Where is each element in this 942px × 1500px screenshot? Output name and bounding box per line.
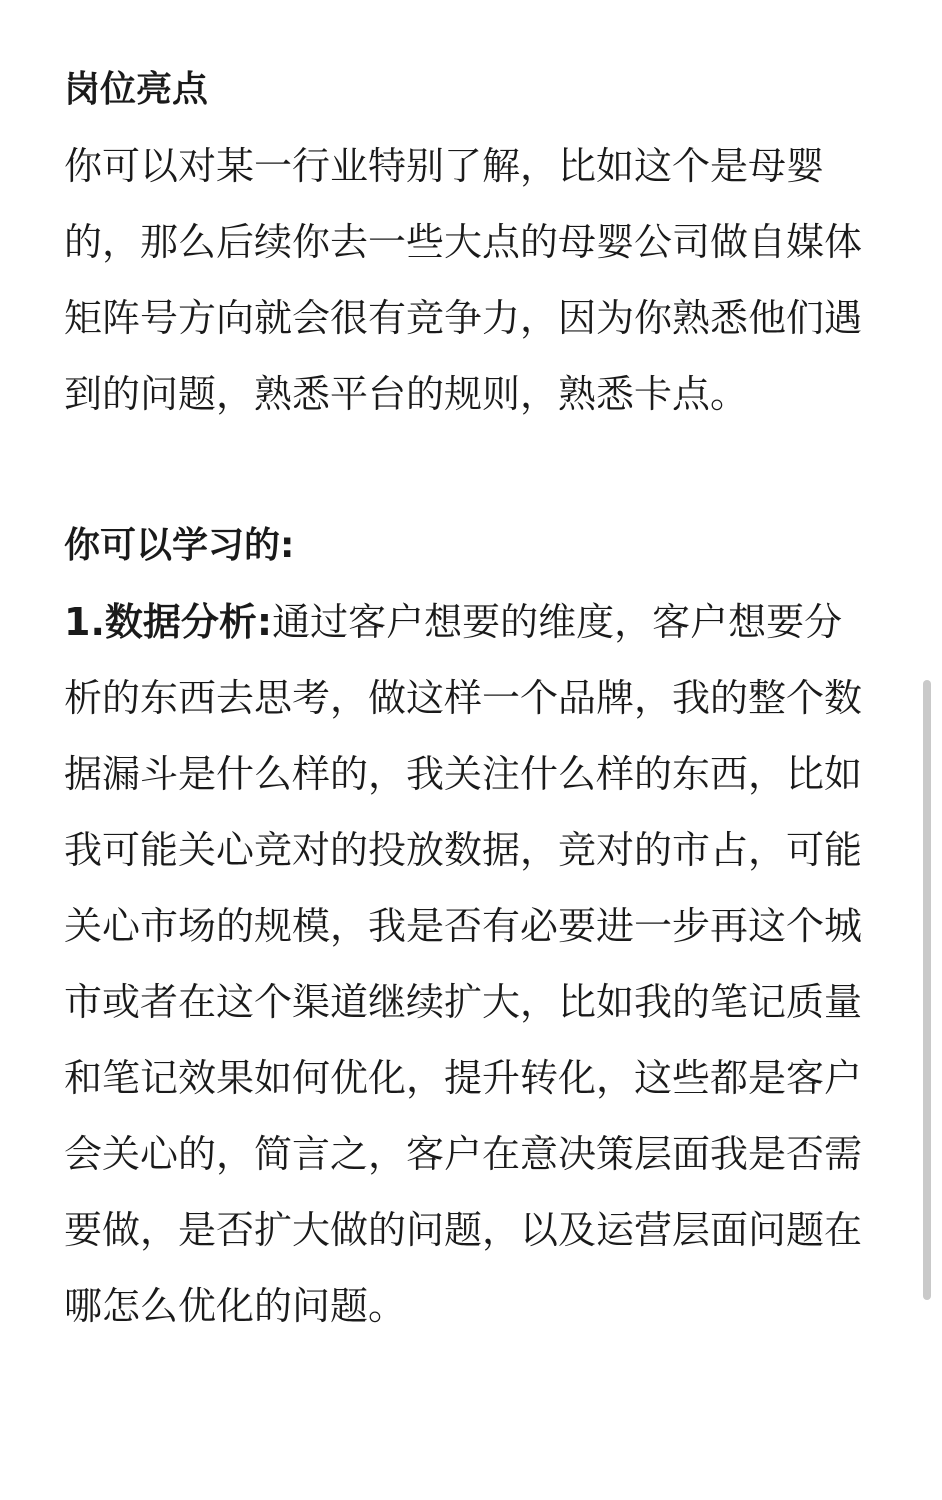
scrollbar-thumb[interactable]: [923, 680, 931, 1300]
scrollbar[interactable]: [920, 680, 934, 1300]
data-analysis-label: 1.数据分析:: [64, 600, 273, 644]
section-heading-learn: 你可以学习的:: [64, 525, 295, 566]
article-content: [64, 52, 864, 1344]
section-spacer: [64, 432, 864, 508]
highlights-paragraph: 你可以对某一行业特别了解，比如这个是母婴的，那么后续你去一些大点的母婴公司做自媒体矩阵号方向就会很有竞争力，因为你熟悉他们遇到的问题，熟悉平台的规则，熟悉卡点。: [64, 144, 863, 416]
data-analysis-text: 通过客户想要的维度，客户想要分析的东西去思考，做这样一个品牌，我的整个数据漏斗是什么样的，我关注什么样的东西，比如我可能关心竞对的投放数据，竞对的市占，可能关心市场的规模，我是否有必要进一步再这个城市或者在这个渠道继续扩大，比如我的笔记质量和笔记效果如何优化，提升转化，这些都是客户会关心的，简言之，客户在意决策层面我是否需要做，是否扩大做的问题，以及运营层面问题在哪怎么优化的问题。: [64, 600, 863, 1328]
section-heading-highlights: 岗位亮点: [64, 69, 209, 110]
data-analysis-paragraph: [64, 584, 864, 1344]
